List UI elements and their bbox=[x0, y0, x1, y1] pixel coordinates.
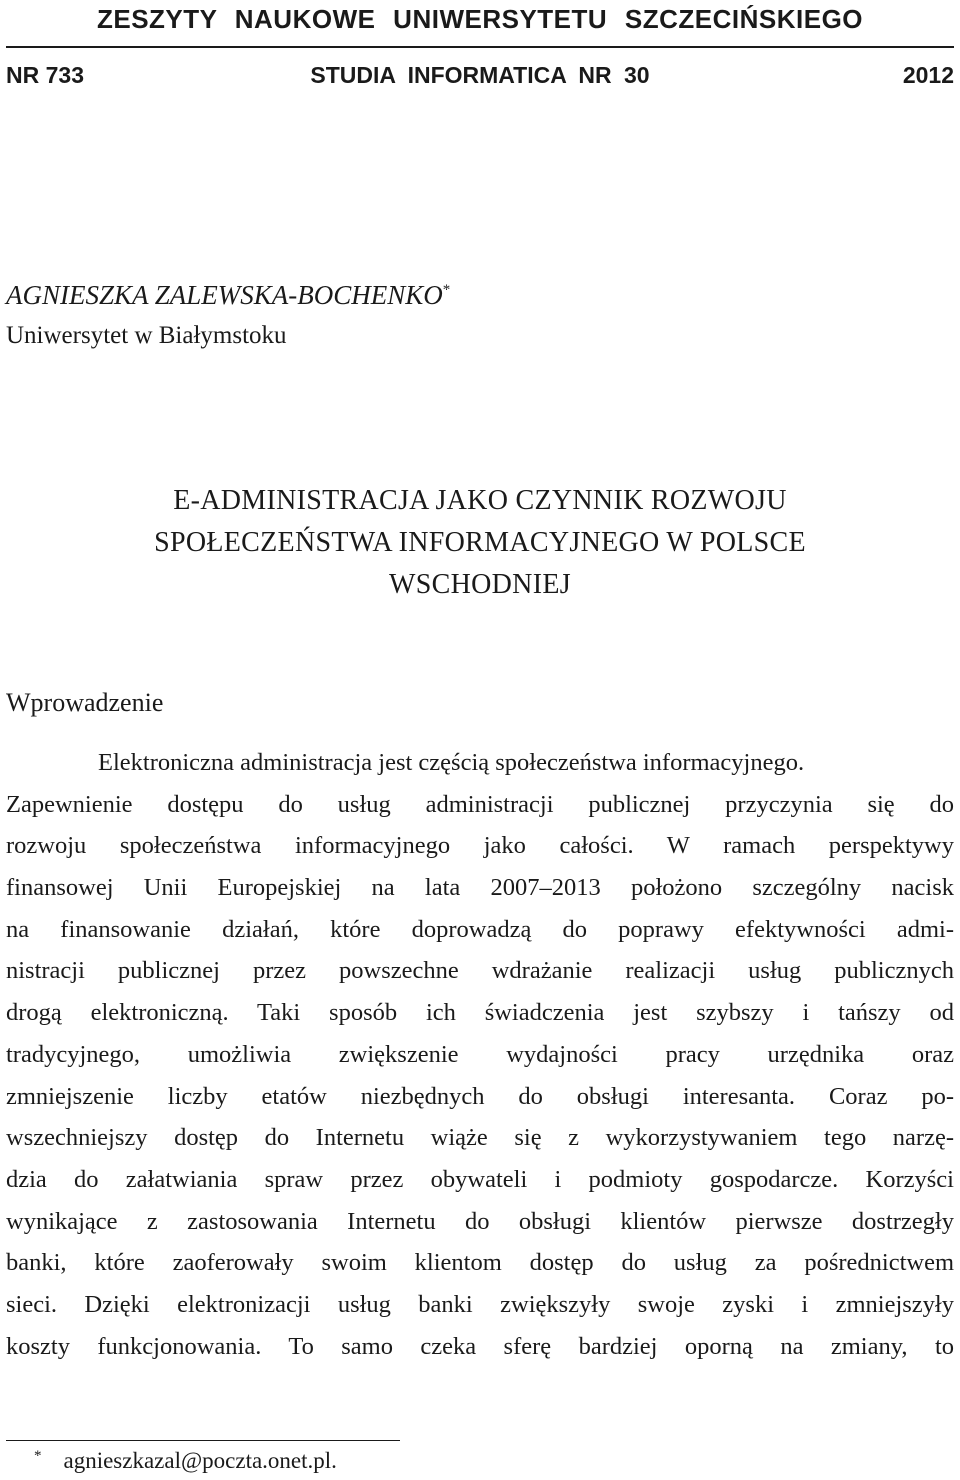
journal-number: NR 733 bbox=[6, 62, 84, 88]
footnote bbox=[34, 1448, 337, 1474]
body-line: banki, które zaoferowały swoim klientom dostęp do usług za pośrednictwem bbox=[6, 1249, 954, 1277]
journal-series: STUDIA INFORMATICA NR 30 bbox=[310, 62, 650, 88]
footnote-mark: * bbox=[34, 1448, 42, 1464]
body-line: finansowej Unii Europejskiej na lata 2007–2013 położono szczególny nacisk bbox=[6, 874, 954, 902]
body-line: dzia do załatwiania spraw przez obywateli i podmioty gospodarcze. Korzyści bbox=[6, 1165, 954, 1193]
author-affiliation: Uniwersytet w Białymstoku bbox=[6, 322, 287, 349]
author-name: AGNIESZKA ZALEWSKA-BOCHENKO bbox=[6, 280, 443, 310]
body-line: rozwoju społeczeństwa informacyjnego jako całości. W ramach perspektywy bbox=[6, 832, 954, 860]
body-line: drogą elektroniczną. Taki sposób ich świadczenia jest szybszy i tańszy od bbox=[6, 999, 954, 1027]
footnote-email: agnieszkazal@poczta.onet.pl. bbox=[63, 1448, 337, 1473]
body-line: na finansowanie działań, które doprowadzą do poprawy efektywności admi- bbox=[6, 915, 954, 943]
article-title-line: WSCHODNIEJ bbox=[389, 569, 571, 600]
body-line: tradycyjnego, umożliwia zwiększenie wydajności pracy urzędnika oraz bbox=[6, 1040, 954, 1068]
journal-title: ZESZYTY NAUKOWE UNIWERSYTETU SZCZECIŃSKIEGO bbox=[96, 4, 864, 34]
body-line: Elektroniczna administracja jest częścią społeczeństwa informacyjnego. bbox=[98, 749, 805, 776]
section-body bbox=[6, 742, 954, 1367]
body-line: koszty funkcjonowania. To samo czeka sferę bardziej oporną na zmiany, to bbox=[6, 1332, 954, 1360]
header-rule bbox=[6, 46, 954, 48]
author-name-block bbox=[6, 280, 450, 311]
section-heading: Wprowadzenie bbox=[6, 688, 164, 717]
footnote-rule bbox=[6, 1440, 400, 1441]
body-line: nistracji publicznej przez powszechne wdrażanie realizacji usług publicznych bbox=[6, 957, 954, 985]
journal-year: 2012 bbox=[902, 62, 954, 88]
article-title bbox=[0, 480, 960, 606]
article-title-line: SPOŁECZEŃSTWA INFORMACYJNEGO W POLSCE bbox=[154, 527, 806, 558]
article-title-line: E-ADMINISTRACJA JAKO CZYNNIK ROZWOJU bbox=[173, 485, 787, 516]
author-footnote-mark: * bbox=[442, 282, 451, 298]
body-line: zmniejszenie liczby etatów niezbędnych do obsługi interesanta. Coraz po- bbox=[6, 1082, 954, 1110]
body-line: wynikające z zastosowania Internetu do obsługi klientów pierwsze dostrzegły bbox=[6, 1207, 954, 1235]
body-line: wszechniejszy dostęp do Internetu wiąże się z wykorzystywaniem tego narzę- bbox=[6, 1124, 954, 1152]
body-line: Zapewnienie dostępu do usług administracji publicznej przyczynia się do bbox=[6, 790, 954, 818]
body-line: sieci. Dzięki elektronizacji usług banki zwiększyły swoje zyski i zmniejszyły bbox=[6, 1290, 954, 1318]
